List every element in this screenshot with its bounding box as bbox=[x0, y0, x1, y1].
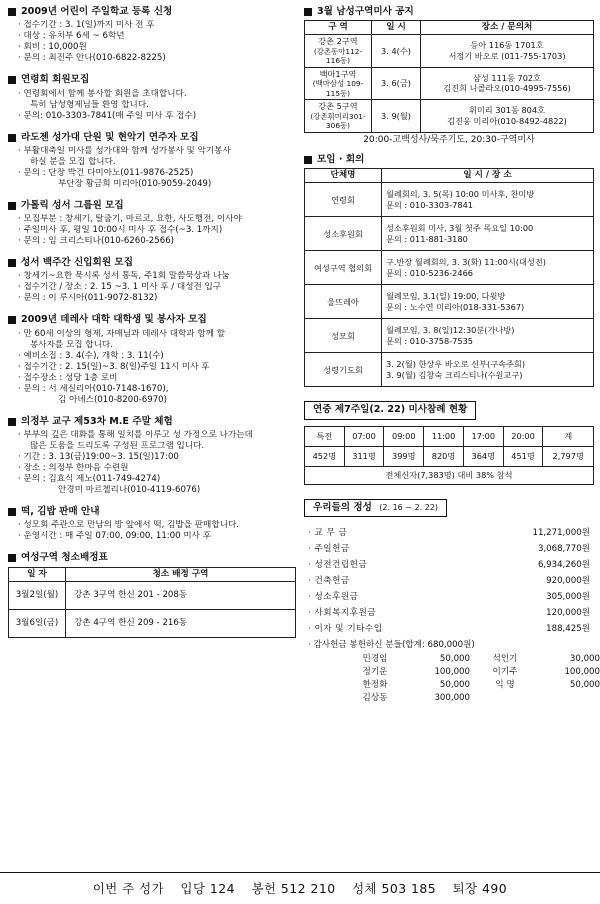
donor-name: 익 명 bbox=[495, 679, 515, 690]
info-cell: 구.반장 월례회의, 3. 3(화) 11:00시(대성전) 문의 : 010-5236-2466 bbox=[382, 251, 594, 285]
group-cell: 성소후원회 bbox=[305, 217, 382, 251]
donor-amount: 300,000 bbox=[434, 692, 470, 703]
offering-amount: 305,000원 bbox=[546, 591, 590, 602]
notice-section bbox=[8, 200, 296, 247]
offering-amount: 920,000원 bbox=[546, 575, 590, 586]
notice-line: · 모집부분 : 창세기, 탈출기, 마르코, 요한, 사도행전, 이사야 bbox=[18, 214, 242, 225]
attendance-summary: 전체신자(7,383명) 대비 38% 참석 bbox=[305, 466, 594, 484]
notice-line: · 운영시간 : 매 주일 07:00, 09:00, 11:00 미사 후 bbox=[18, 531, 211, 542]
attendance-title: 연중 제7주일(2. 22) 미사참례 현황 bbox=[304, 401, 476, 419]
bullet-square-icon bbox=[8, 554, 16, 562]
notice-line: · 문의: 010-3303-7841(매 주일 미사 후 접수) bbox=[18, 110, 197, 121]
donor-name: 김상동 bbox=[362, 692, 388, 703]
donor-amount: 100,000 bbox=[434, 666, 470, 677]
group-cell: 성모회 bbox=[305, 319, 382, 353]
attendance-header: 09:00 bbox=[384, 426, 424, 446]
table-row bbox=[305, 251, 594, 285]
bullet-square-icon bbox=[8, 202, 16, 210]
group-cell: 연령회 bbox=[305, 183, 382, 217]
offering-title: 우리들의 정성 (2. 16 ~ 2. 22) bbox=[304, 499, 447, 517]
offering-row bbox=[304, 623, 594, 636]
donor-amount: 50,000 bbox=[439, 679, 470, 690]
notice-section bbox=[8, 74, 296, 121]
offering-amount: 188,425원 bbox=[546, 623, 590, 634]
attendance-header: 계 bbox=[543, 426, 594, 446]
cleaning-area: 강촌 4구역 한신 209 - 216동 bbox=[66, 610, 296, 638]
table-row bbox=[305, 285, 594, 319]
section-title: 의정부 교구 제53차 M.E 주말 체험 bbox=[8, 416, 296, 428]
attendance-header: 11:00 bbox=[424, 426, 464, 446]
donor-list bbox=[304, 653, 600, 704]
notice-line: · 만 60세 이상의 형제, 자매님과 데레사 대학과 함께 할 bbox=[18, 328, 226, 339]
left-column bbox=[8, 6, 296, 648]
bullet-square-icon bbox=[8, 76, 16, 84]
table-row bbox=[305, 100, 594, 132]
header-group: 단체명 bbox=[305, 169, 382, 183]
offering-name: · 교 무 금 bbox=[308, 527, 348, 538]
place-cell: 등아 116동 1701호 서정기 바오로 (011-755-1703) bbox=[421, 35, 594, 67]
bullet-square-icon bbox=[8, 134, 16, 142]
bullet-square-icon bbox=[8, 316, 16, 324]
bullet-square-icon bbox=[8, 259, 16, 267]
bullet-square-icon bbox=[8, 8, 16, 16]
donation-title: · 감사헌금 봉헌하신 분들(합계: 680,000원) bbox=[308, 639, 475, 650]
info-cell: 성소후원회 미사, 3월 첫주 목요일 10:00 문의 : 011-881-3180 bbox=[382, 217, 594, 251]
cleaning-table bbox=[8, 567, 296, 638]
area-cell: 강촌 5구역 (강촌휘미리301-306동) bbox=[305, 100, 372, 132]
date-cell: 3. 6(금) bbox=[372, 67, 421, 99]
section-title: 떡, 김밥 판매 안내 bbox=[8, 506, 296, 518]
mass-notice-section bbox=[304, 6, 594, 146]
meetings-table bbox=[304, 168, 594, 387]
date-cell: 3. 4(수) bbox=[372, 35, 421, 67]
attendance-value: 451명 bbox=[503, 446, 543, 466]
header-place: 장소 / 문의처 bbox=[421, 21, 594, 35]
section-title: 성서 백주간 신입회원 모집 bbox=[8, 257, 296, 269]
header-area: 구 역 bbox=[305, 21, 372, 35]
offering-section bbox=[304, 499, 600, 704]
offering-name: · 성전건립헌금 bbox=[308, 559, 368, 570]
offering-name: · 사회복지후원금 bbox=[308, 607, 377, 618]
notice-line: 특히 남성형제님들 환영 합니다. bbox=[30, 99, 149, 110]
donor-amount: 50,000 bbox=[439, 653, 470, 664]
left-sections bbox=[8, 6, 296, 542]
donor-amount: 100,000 bbox=[564, 666, 600, 677]
notice-line: · 문의 : 임 크리스티나(010-6260-2566) bbox=[18, 236, 175, 247]
mass-note: 20:00-고백성사/묵주기도, 20:30-구역미사 bbox=[363, 134, 535, 145]
bullet-square-icon bbox=[304, 8, 312, 16]
section-title: 라도젠 성가대 단원 및 현악기 연주자 모집 bbox=[8, 132, 296, 144]
offering-amount: 6,934,260원 bbox=[537, 559, 590, 570]
donor-row bbox=[304, 693, 594, 704]
cleaning-area: 강촌 3구역 한신 201 - 208동 bbox=[66, 582, 296, 610]
offering-name: · 성소후원금 bbox=[308, 591, 359, 602]
donor-row bbox=[304, 653, 600, 665]
table-row bbox=[305, 319, 594, 353]
notice-line: · 성모회 주관으로 만남의 방 앞에서 떡, 김밥을 판매합니다. bbox=[18, 520, 239, 531]
notice-line: · 부활대축일 미사를 성가대와 함께 성가봉사 및 악기봉사 bbox=[18, 145, 231, 156]
cleaning-section bbox=[8, 552, 296, 638]
donor-amount: 50,000 bbox=[569, 679, 600, 690]
info-cell: 월례모임, 3.1(일) 19:00, 다윗방 문의 : 노수연 미리아(018-331-5367) bbox=[382, 285, 594, 319]
table-row bbox=[305, 183, 594, 217]
section-title: 여성구역 청소배정표 bbox=[8, 552, 296, 564]
attendance-section bbox=[304, 401, 594, 484]
notice-line: · 접수기간 / 장소 : 2. 15 ~3. 1 미사 후 / 대성전 입구 bbox=[18, 282, 222, 293]
table-row bbox=[305, 67, 594, 99]
area-cell: 백마1구역 (백마삼성 109-115동) bbox=[305, 67, 372, 99]
offering-name: · 주일헌금 bbox=[308, 543, 350, 554]
section-title: 연령회 회원모집 bbox=[8, 74, 296, 86]
offering-row bbox=[304, 527, 594, 540]
attendance-header: 17:00 bbox=[463, 426, 503, 446]
attendance-value: 311명 bbox=[344, 446, 384, 466]
table-row bbox=[305, 353, 594, 387]
hymn-footer: 이번 주 성가 입당 124 봉헌 512 210 성체 503 185 퇴장 490 bbox=[0, 872, 600, 897]
notice-line: · 주일미사 후, 평일 10:00시 미사 후 접수(~3. 1까지) bbox=[18, 225, 223, 236]
section-title: 3월 남성구역미사 공지 bbox=[304, 6, 594, 18]
offering-row bbox=[304, 591, 594, 604]
attendance-value: 820명 bbox=[424, 446, 464, 466]
notice-line: · 문의 : 단장 박건 다미아노(011-9876-2525) bbox=[18, 167, 194, 178]
offering-name: · 이자 및 기타수입 bbox=[308, 623, 383, 634]
bullet-square-icon bbox=[304, 156, 312, 164]
notice-line: · 기간 : 3. 13(금)19:00~3. 15(일)17:00 bbox=[18, 451, 179, 462]
right-column bbox=[304, 6, 600, 714]
donor-name: 민경임 bbox=[362, 653, 388, 664]
donor-amount bbox=[540, 693, 600, 704]
donor-name bbox=[470, 693, 540, 704]
notice-line: · 장소 : 의정부 한마음 수련원 bbox=[18, 462, 129, 473]
header-date: 일 시 bbox=[372, 21, 421, 35]
notice-line: 안경미 마르첼리나(010-4119-6076) bbox=[58, 484, 201, 495]
donor-name: 정기운 bbox=[362, 666, 388, 677]
place-cell: 삼성 111동 702호 김진희 니콜라오(010-4995-7556) bbox=[421, 67, 594, 99]
section-title: 모임 · 회의 bbox=[304, 154, 594, 166]
info-cell: 3. 2(월) 한상우 바오로 신부(구속주회) 3. 9(월) 김창숙 크리스티나(수원교구) bbox=[382, 353, 594, 387]
offering-row bbox=[304, 607, 594, 620]
notice-line: · 문의 : 이 루시아(011-9072-8132) bbox=[18, 293, 158, 304]
notice-line: · 문의 : 최진주 안나(010-6822-8225) bbox=[18, 53, 166, 64]
notice-line: · 접수기간 : 3. 1(일)까지 미사 전 후 bbox=[18, 20, 155, 31]
bullet-square-icon bbox=[8, 508, 16, 516]
attendance-header: 20:00 bbox=[503, 426, 543, 446]
notice-line: · 문의 : 김효식 제노(011-749-4274) bbox=[18, 473, 161, 484]
donor-name: 이기주 bbox=[492, 666, 518, 677]
attendance-header: 특전 bbox=[305, 426, 345, 446]
notice-section bbox=[8, 506, 296, 542]
header-info: 일 시 / 장 소 bbox=[382, 169, 594, 183]
notice-line: · 접수장소 : 성당 1층 로비 bbox=[18, 372, 118, 383]
attendance-table bbox=[304, 426, 594, 485]
donor-row bbox=[304, 666, 600, 678]
offering-amount: 120,000원 bbox=[546, 607, 590, 618]
notice-section bbox=[8, 416, 296, 496]
date-cell: 3. 9(월) bbox=[372, 100, 421, 132]
attendance-value: 2,797명 bbox=[543, 446, 594, 466]
bullet-square-icon bbox=[8, 418, 16, 426]
info-cell: 월례모임, 3. 8(일)12:30분(가나방) 문의 : 010-3758-7535 bbox=[382, 319, 594, 353]
table-row bbox=[305, 35, 594, 67]
group-cell: 울뜨레아 bbox=[305, 285, 382, 319]
header-date: 일 자 bbox=[9, 568, 66, 582]
offering-row bbox=[304, 575, 594, 588]
meetings-section bbox=[304, 154, 594, 387]
area-cell: 강촌 2구역 (강촌동아112-116동) bbox=[305, 35, 372, 67]
notice-line: · 문의 : 서 세실리아(010-7148-1670), bbox=[18, 383, 169, 394]
notice-line: · 접수기간 : 2. 15(일)~3. 8(일)주일 11시 미사 후 bbox=[18, 361, 210, 372]
notice-section bbox=[8, 6, 296, 64]
offering-list bbox=[304, 527, 594, 636]
donor-name: 한정화 bbox=[362, 679, 388, 690]
notice-line: · 대상 : 유치부 6세 ~ 6학년 bbox=[18, 31, 125, 42]
donor-amount: 30,000 bbox=[569, 653, 600, 664]
attendance-value: 364명 bbox=[463, 446, 503, 466]
attendance-value: 399명 bbox=[384, 446, 424, 466]
section-title: 2009년 어린이 주일학교 등록 신청 bbox=[8, 6, 296, 18]
cleaning-date: 3월2일(월) bbox=[9, 582, 66, 610]
notice-line: 봉사자를 모집 합니다. bbox=[30, 339, 113, 350]
donor-row bbox=[304, 679, 600, 691]
section-title: 가톨릭 성서 그룹원 모집 bbox=[8, 200, 296, 212]
header-area: 청소 배정 구역 bbox=[66, 568, 296, 582]
notice-line: · 회비 : 10,000원 bbox=[18, 42, 87, 53]
offering-name: · 건축헌금 bbox=[308, 575, 350, 586]
notice-line: 김 아녜스(010-8200-6970) bbox=[58, 394, 167, 405]
notice-section bbox=[8, 314, 296, 405]
table-row bbox=[305, 217, 594, 251]
notice-line: · 연령회에서 함께 봉사할 회원을 초대합니다. bbox=[18, 88, 187, 99]
offering-row bbox=[304, 559, 594, 572]
notice-line: 많은 도움을 드리도록 구성된 프로그램 입니다. bbox=[30, 440, 205, 451]
mass-notice-table bbox=[304, 20, 594, 132]
group-cell: 성령기도회 bbox=[305, 353, 382, 387]
notice-line: · 부부의 깊은 대화를 통해 일치를 이루고 성 가정으로 나가는데 bbox=[18, 429, 253, 440]
notice-section bbox=[8, 132, 296, 190]
offering-amount: 11,271,000원 bbox=[532, 527, 590, 538]
notice-section bbox=[8, 257, 296, 304]
attendance-header: 07:00 bbox=[344, 426, 384, 446]
offering-amount: 3,068,770원 bbox=[537, 543, 590, 554]
section-title: 2009년 데레사 대학 대학생 및 봉사자 모집 bbox=[8, 314, 296, 326]
notice-line: · 예비소집 : 3. 4(수), 개학 : 3. 11(수) bbox=[18, 350, 164, 361]
cleaning-date: 3월6일(금) bbox=[9, 610, 66, 638]
group-cell: 여성구역 협의회 bbox=[305, 251, 382, 285]
offering-row bbox=[304, 543, 594, 556]
notice-line: · 창세기~요한 묵시록 성서 통독, 주1회 말씀묵상과 나눔 bbox=[18, 271, 230, 282]
info-cell: 월례회의, 3. 5(목) 10:00 미사후, 찬미방 문의 : 010-3303-7841 bbox=[382, 183, 594, 217]
donor-name: 석인기 bbox=[492, 653, 518, 664]
notice-line: 부단장 황금희 미리아(010-9059-2049) bbox=[58, 178, 212, 189]
attendance-value: 452명 bbox=[305, 446, 345, 466]
notice-line: 하실 분을 모집 합니다. bbox=[30, 156, 116, 167]
place-cell: 휘미리 301동 804호 김진웅 미리아(010-8492-4822) bbox=[421, 100, 594, 132]
